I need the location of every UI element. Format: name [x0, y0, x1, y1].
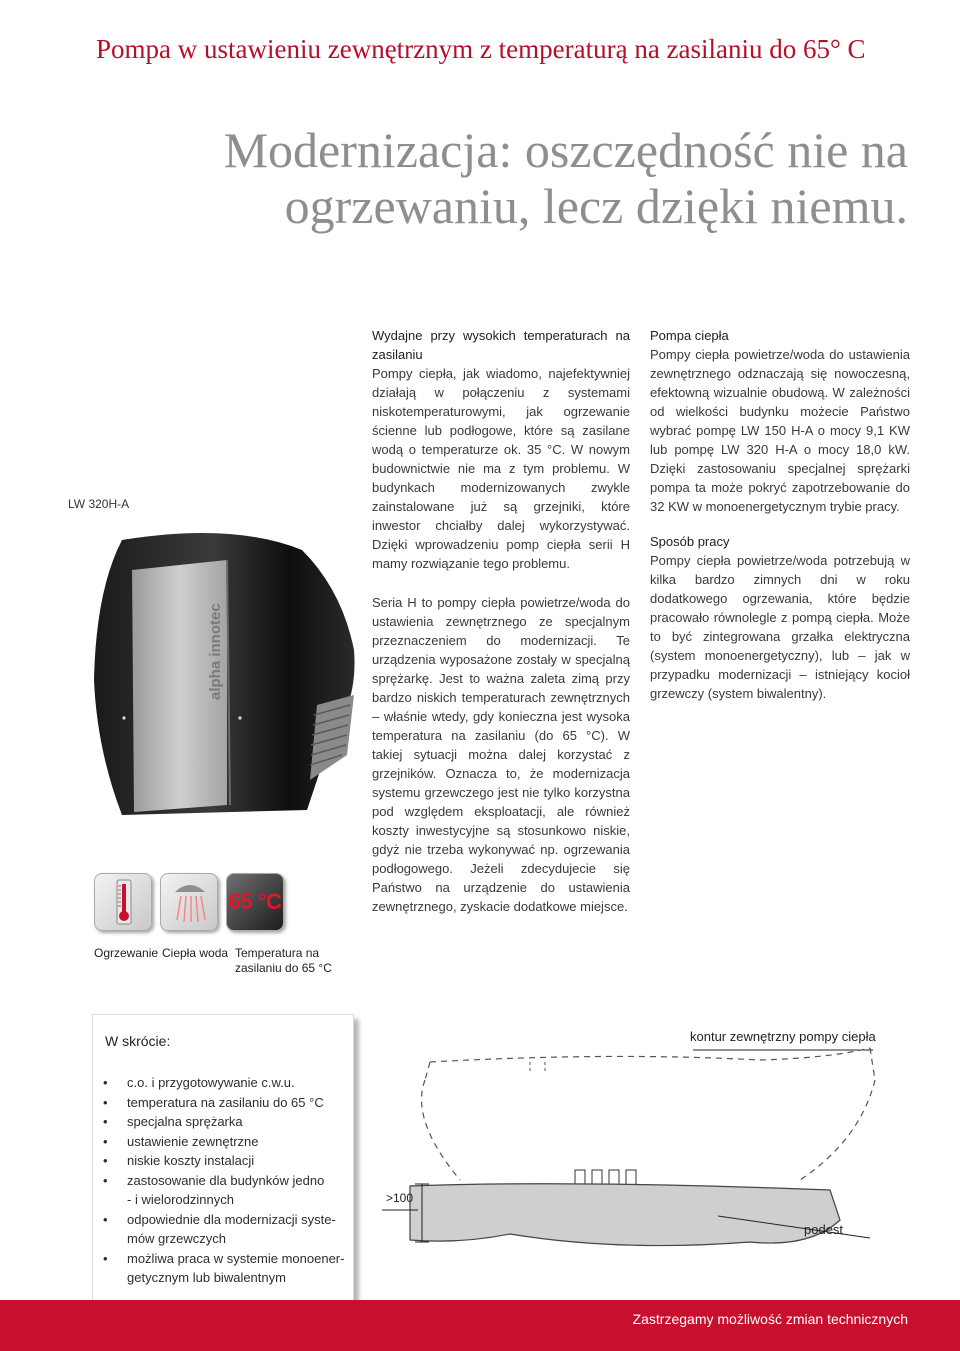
caption-flow-temperature-line-2: zasilaniu do 65 °C	[235, 961, 332, 975]
summary-list	[101, 1073, 351, 1288]
footer-notice: Zastrzegamy możliwość zmian technicznych	[632, 1311, 908, 1327]
right-heading-heat-pump: Pompa ciepła	[650, 328, 729, 343]
brand-text: alpha innotec	[207, 603, 224, 700]
summary-item: - i wielorodzinnych	[127, 1192, 234, 1207]
article-column-middle	[372, 326, 630, 916]
summary-box	[92, 1014, 354, 1302]
right-paragraph-1: Pompy ciepła powietrze/woda do ustawienia zewnętrznego odznaczają się nowoczesną, efektowną wizualnie obudową. W zależności od wielkości budynku możecie Państwo wybrać pompę LW 150 H-A o mocy 9,1 KW lub pompę LW 320 H-A o mocy 18,0 kW. Dzięki zastosowaniu specjalnej sprężarki pompa ta może pokryć zapotrzebowanie do 32 KW w monoenergetycznym trybie pracy.	[650, 347, 910, 514]
summary-item: • zastosowanie dla budynków jedno	[103, 1172, 325, 1188]
article-column-right	[650, 326, 910, 703]
installation-diagram	[370, 1020, 910, 1290]
temperature-badge-text: 65 °C	[228, 889, 282, 914]
summary-item: • c.o. i przygotowywanie c.w.u.	[103, 1075, 295, 1090]
heat-pump-image	[92, 530, 362, 830]
outline-right-edge	[800, 1080, 875, 1180]
product-model-label: LW 320H-A	[68, 497, 130, 511]
caption-flow-temperature-line-1: Temperatura na	[235, 946, 320, 960]
summary-item: getycznym lub biwalentnym	[127, 1270, 286, 1285]
flow-temperature-icon	[226, 873, 284, 931]
caption-flow-temperature	[235, 946, 332, 976]
page-headline	[188, 122, 908, 234]
summary-item: • możliwa praca w systemie monoener-	[103, 1250, 345, 1266]
shower-icon	[160, 873, 218, 931]
headline-line-1: Modernizacja: oszczędność nie na	[223, 122, 908, 178]
mid-paragraph-2: Seria H to pompy ciepła powietrze/woda do ustawienia zewnętrznego ze specjalnym przeznaczeniem do modernizacji. Te urządzenia wyposażone zostały w specjalną sprężarkę. Jest to ważna zaleta zimą przy bardzo niskich temperaturach zewnętrznych – właśnie wtedy, gdy konieczna jest wysoka temperatura na zasilaniu (do 65 °C). W takiej sytuacji można dalej korzystać z grzejników. Oznacza to, że modernizacja systemu grzewczego jest nie tylko korzystna pod względem eksploatacji, ale również koszty inwestycyjne są stosunkowo niskie, gdyż nie trzeba wykonywać np. ogrzewania podłogowego. Jeżeli zdecydujecie się Państwo na urządzenie do ustawienia zewnętrznego, zyskacie dodatkowe miejsce.	[372, 595, 630, 914]
pipe-connection	[626, 1170, 636, 1186]
outline-left-edge	[422, 1080, 460, 1180]
summary-item: • niskie koszty instalacji	[103, 1153, 255, 1168]
summary-title: W skrócie:	[105, 1033, 171, 1049]
headline-line-2: ogrzewaniu, lecz dzięki niemu.	[284, 178, 908, 234]
heating-icon	[94, 873, 152, 931]
mid-paragraph-1: Pompy ciepła, jak wiadomo, najefektywniej działają w połączeniu z systemami niskotemperaturowymi, jak ogrzewanie ścienne lub podłogowe, które są zasilane wodą o temperaturze ok. 35 °C. W nowym budownictwie nie ma z tym problemu. W budynkach modernizowanych zwykle zainstalowane już są grzejniki, które inwestor chciałby dalej wykorzystywać. Dzięki wprowadzeniu pomp ciepła serii H mamy rozwiązanie tego problemu.	[372, 366, 630, 571]
footer-bar	[0, 1300, 960, 1351]
summary-item: • specjalna sprężarka	[103, 1114, 243, 1129]
page-section-title: Pompa w ustawieniu zewnętrznym z temperaturą na zasilaniu do 65° C	[96, 34, 866, 64]
base-platform	[410, 1184, 840, 1246]
caption-heating: Ogrzewanie	[94, 946, 159, 960]
caption-hot-water: Ciepła woda	[162, 946, 229, 960]
summary-item: • odpowiednie dla modernizacji syste-	[103, 1211, 336, 1227]
outline-label: kontur zewnętrzny pompy ciepła	[690, 1029, 876, 1044]
summary-item: mów grzewczych	[127, 1231, 226, 1246]
right-heading-operation: Sposób pracy	[650, 534, 730, 549]
right-paragraph-2: Pompy ciepła powietrze/woda potrzebują w kilka bardzo zimnych dni w roku dodatkowego ogrzewania, które będzie pracowało równolegle z pompą ciepła. Może to być zintegrowana grzałka elektryczna (system monoenergetyczny), lub – jak w przypadku modernizacji – istniejący kocioł grzewczy (system biwalentny).	[650, 553, 910, 701]
base-label: podest	[804, 1222, 844, 1237]
summary-item: • temperatura na zasilaniu do 65 °C	[103, 1094, 324, 1110]
summary-item: • ustawienie zewnętrzne	[103, 1133, 259, 1149]
height-label: >100	[386, 1191, 414, 1205]
mid-heading: Wydajne przy wysokich temperaturach na zasilaniu	[372, 328, 630, 362]
